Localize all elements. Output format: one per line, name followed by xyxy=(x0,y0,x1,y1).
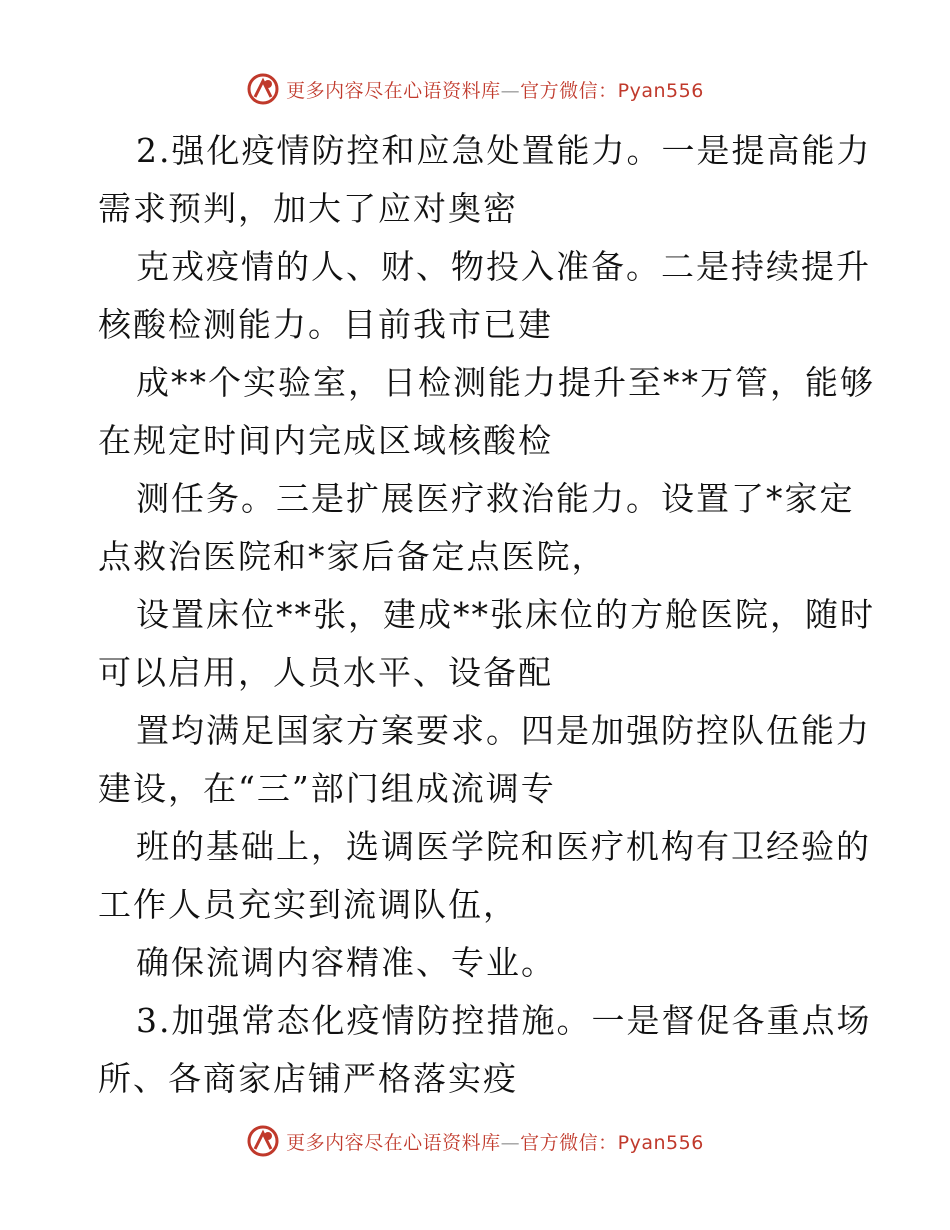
body-line: 需求预判，加大了应对奥密 xyxy=(98,189,518,228)
header-banner-wechat: 官方微信：Pyan556 xyxy=(520,79,704,102)
body-line: 所、各商家店铺严格落实疫 xyxy=(98,1059,518,1098)
document-body xyxy=(98,122,875,1108)
body-line: 点救治医院和*家后备定点医院， xyxy=(98,537,607,576)
footer-banner-lead: 更多内容尽在心语资料库 xyxy=(286,1131,501,1154)
footer-banner xyxy=(0,1124,950,1158)
header-banner-separator: — xyxy=(500,79,521,102)
logo-icon xyxy=(246,72,280,106)
body-line: 3.加强常态化疫情防控措施。一是督促各重点场 xyxy=(136,1001,872,1040)
body-line: 建设，在“三”部门组成流调专 xyxy=(98,769,556,808)
footer-banner-wechat: 官方微信：Pyan556 xyxy=(520,1131,704,1154)
body-line: 克戎疫情的人、财、物投入准备。二是持续提升 xyxy=(136,247,871,286)
header-banner-text xyxy=(286,76,704,103)
body-line: 置均满足国家方案要求。四是加强防控队伍能力 xyxy=(136,711,871,750)
body-line: 成**个实验室，日检测能力提升至**万管，能够 xyxy=(136,363,875,402)
footer-banner-separator: — xyxy=(500,1131,521,1154)
logo-icon xyxy=(246,1124,280,1158)
body-line: 确保流调内容精准、专业。 xyxy=(136,943,556,982)
body-line: 核酸检测能力。目前我市已建 xyxy=(98,305,553,344)
body-line: 工作人员充实到流调队伍， xyxy=(98,885,518,924)
body-line: 设置床位**张，建成**张床位的方舱医院，随时 xyxy=(136,595,875,634)
body-line: 可以启用，人员水平、设备配 xyxy=(98,653,553,692)
body-line: 班的基础上，选调医学院和医疗机构有卫经验的 xyxy=(136,827,871,866)
body-line: 在规定时间内完成区域核酸检 xyxy=(98,421,553,460)
body-line: 测任务。三是扩展医疗救治能力。设置了*家定 xyxy=(136,479,855,518)
body-line: 2.强化疫情防控和应急处置能力。一是提高能力 xyxy=(136,131,872,170)
footer-banner-text xyxy=(286,1128,704,1155)
header-banner xyxy=(0,72,950,106)
header-banner-lead: 更多内容尽在心语资料库 xyxy=(286,79,501,102)
